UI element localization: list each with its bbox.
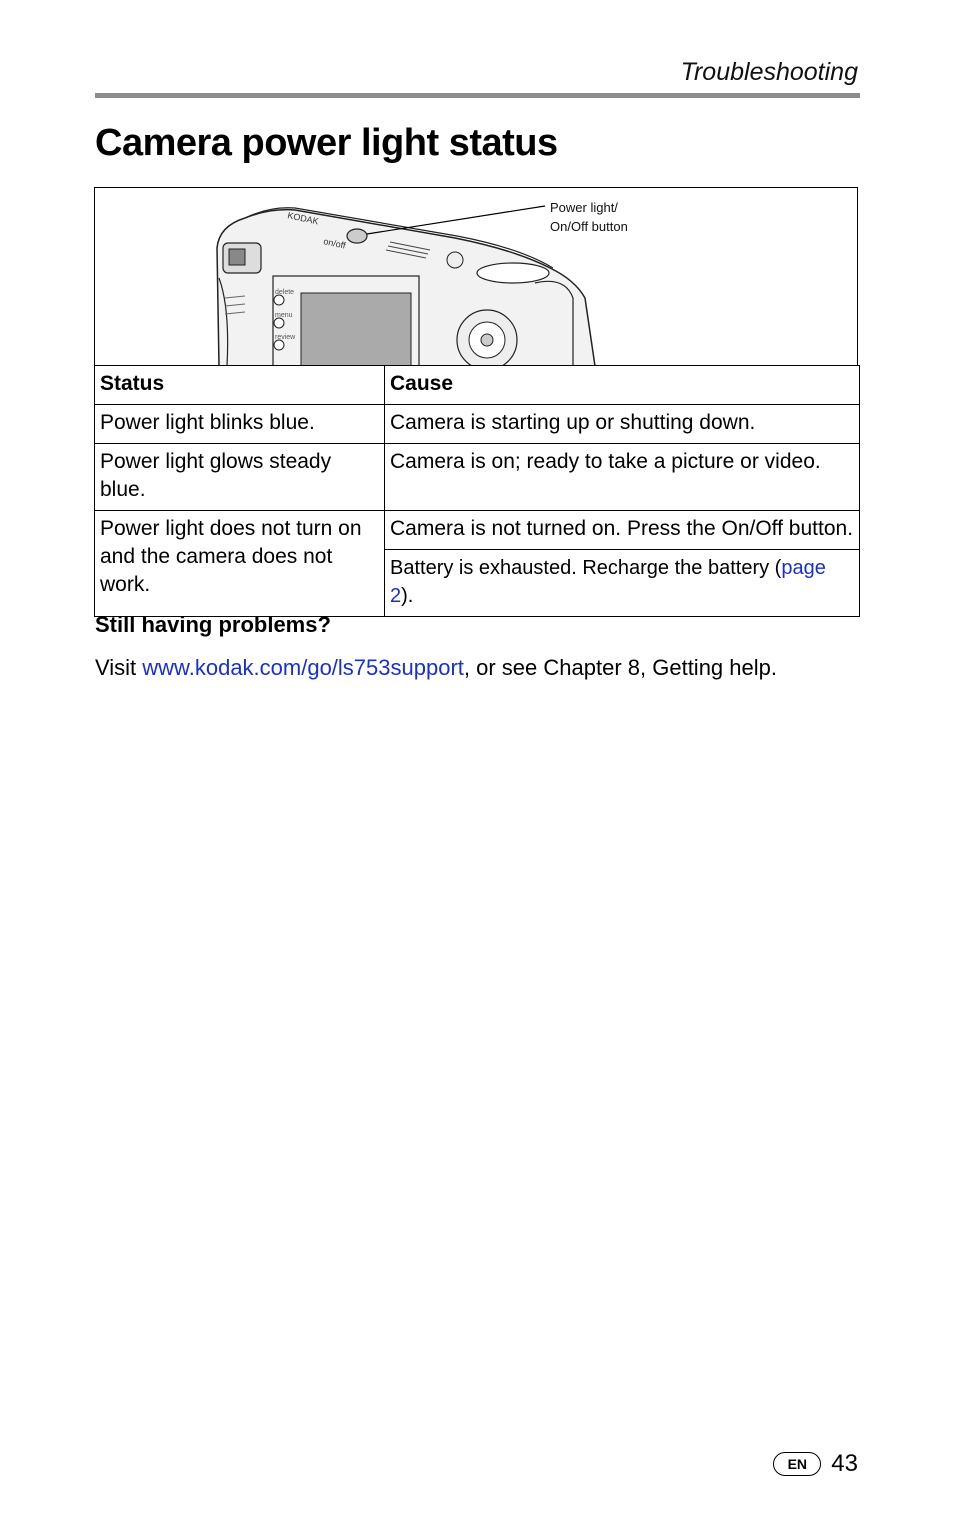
- table-header-row: [95, 366, 860, 405]
- camera-illustration: [95, 188, 858, 365]
- page-number: 43: [831, 1450, 858, 1477]
- battery-text-before: Battery is exhausted. Recharge the battery (: [390, 557, 782, 579]
- callout-line-2: On/Off button: [550, 219, 628, 234]
- status-table: [94, 365, 860, 617]
- help-text: [95, 655, 777, 681]
- cause-cell: Camera is not turned on. Press the On/Off button.: [385, 511, 860, 550]
- cause-cell-battery: [385, 550, 860, 617]
- page-2-link[interactable]: page 2: [390, 557, 826, 607]
- header-status: Status: [95, 366, 385, 405]
- language-badge: EN: [773, 1452, 821, 1476]
- cause-cell: Camera is starting up or shutting down.: [385, 405, 860, 444]
- running-header: Troubleshooting: [680, 58, 858, 86]
- table-row: [95, 444, 860, 511]
- help-rest: , or see Chapter 8, Getting help.: [463, 655, 777, 680]
- page-title: Camera power light status: [95, 122, 558, 164]
- battery-text-after: ).: [401, 585, 414, 607]
- page-footer: [773, 1450, 858, 1478]
- help-visit: Visit: [95, 655, 143, 680]
- camera-review-label: review: [275, 334, 296, 341]
- support-link[interactable]: www.kodak.com/go/ls753support: [142, 655, 464, 680]
- camera-delete-label: delete: [275, 289, 295, 296]
- camera-figure: [94, 187, 858, 365]
- status-cell: Power light does not turn on and the camera does not work.: [95, 511, 385, 617]
- camera-menu-label: menu: [275, 312, 293, 319]
- camera-brand-label: KODAK: [286, 210, 320, 227]
- power-light-callout: [550, 198, 628, 236]
- table-row: [95, 405, 860, 444]
- status-cell: Power light blinks blue.: [95, 405, 385, 444]
- header-cause: Cause: [385, 366, 860, 405]
- camera-onoff-label: on/off: [322, 236, 347, 251]
- table-row: [95, 511, 860, 550]
- cause-cell: Camera is on; ready to take a picture or video.: [385, 444, 860, 511]
- callout-line-1: Power light/: [550, 200, 618, 215]
- header-rule: [95, 93, 860, 98]
- help-heading: Still having problems?: [95, 612, 331, 637]
- status-cell: Power light glows steady blue.: [95, 444, 385, 511]
